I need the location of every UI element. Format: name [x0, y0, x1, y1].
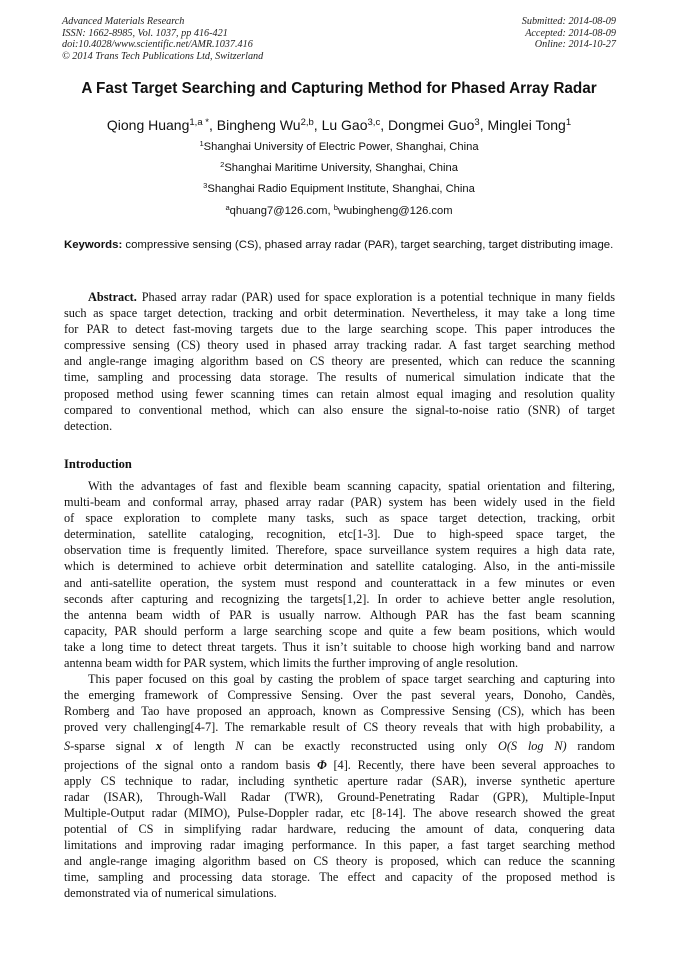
- text-line: proved very challenging[4-7]. The remarkable result of CS theory reveals that with high probability, a: [64, 720, 615, 735]
- phi-symbol: Φ: [316, 757, 327, 772]
- abstract-label: Abstract.: [88, 290, 137, 304]
- submitted-date: Submitted: 2014-08-09: [521, 16, 616, 27]
- keywords: [64, 237, 615, 253]
- abstract: [64, 289, 615, 434]
- author: Lu Gao$^{3,c}$,: [321, 116, 388, 133]
- text-line: With the advantages of fast and flexible beam scanning capacity, spatial orientation and filtering,: [88, 479, 615, 493]
- author-emails: $^a$qhuang7@126.com, $^b$wubingheng@126.com: [225, 202, 453, 217]
- text-line: compared to conventional method, which can also ensure the signal-to-noise ratio (SNR) of target: [64, 402, 615, 417]
- text-line: observation time is frequently limited. Therefore, space surveillance system requires a high data rate,: [64, 543, 615, 558]
- email-link[interactable]: qhuang7@126.com,: [229, 204, 334, 217]
- text-line: limitations and improving radar imaging performance. In this paper, a fast target searching method: [64, 837, 615, 852]
- text-line: multi-beam and conformal array, phased array radar (PAR) system has been widely used in the field: [64, 495, 615, 510]
- text-line: the antenna beam width of PAR is usually narrow. Although PAR has the fast beam scanning: [64, 607, 615, 622]
- text-line: detection.: [64, 418, 113, 433]
- author-list: [0, 115, 678, 135]
- affiliations: [0, 138, 678, 223]
- text-line: demonstrated via of numerical simulations.: [64, 886, 277, 901]
- text-line: and angle-range imaging algorithm based on CS theory is proposed, which can reduce the scanning: [64, 854, 615, 869]
- affiliation: $^3$Shanghai Radio Equipment Institute, Shanghai, China: [203, 181, 475, 196]
- text-line: apply CS technique to radar, including synthetic aperture radar (SAR), inverse synthetic aperture: [64, 773, 615, 788]
- author: Minglei Tong$^1$: [487, 116, 572, 133]
- accepted-date: Accepted: 2014-08-09: [525, 27, 616, 39]
- text-line: Multiple-Output radar (MIMO), Pulse-Doppler radar, etc [8-14]. The above research showed the great: [64, 805, 615, 820]
- author: Bingheng Wu$^{2,b}$,: [216, 116, 322, 133]
- journal-name: Advanced Materials Research: [62, 16, 185, 27]
- author: Qiong Huang$^{1,a *}$,: [106, 116, 217, 133]
- section-heading-introduction: Introduction: [64, 457, 132, 471]
- text-line: compressive sensing (CS) theory used in phased array tracking radar. A fast target searching method: [64, 338, 615, 353]
- text-line: capacity, PAR should perform a large searching scope and quite a few beam positions, which would: [64, 623, 615, 638]
- text-line: and angle-range imaging algorithm based on CS theory are presented, which can reduce the scanning: [64, 354, 615, 369]
- text-line: of space exploration to complete many tasks, such as space target detection, tracking, orbit: [64, 511, 615, 526]
- text-line: seconds after capturing and recognizing the targets[1,2]. In order to achieve better angle resolution,: [64, 591, 615, 606]
- text-line: radar (ISAR), Through-Wall Radar (TWR), Ground-Penetrating Radar (GPR), Multiple-Input: [64, 789, 615, 804]
- complexity-formula: O(S log N): [497, 738, 567, 753]
- text-line: such as space target detection, tracking and orbit determination. Nevertheless, it may take a long time: [64, 306, 615, 321]
- text-line: time, sampling and processing data storage. The effect and capacity of the proposed method is: [64, 870, 615, 885]
- text-line: which is determined to achieve orbit determination and satellite cataloging. Also, in the anti-missile: [64, 559, 615, 574]
- text-line: Romberg and Tao have proposed an approach, known as Compressive Sensing (CS), which has been: [64, 704, 615, 719]
- copyright: © 2014 Trans Tech Publications Ltd, Switzerland: [62, 50, 264, 62]
- text-line: and anti-satellite operation, the system must respond and counterattack in a few minutes or even: [64, 575, 615, 590]
- intro-body: [64, 478, 615, 901]
- journal-header: [62, 16, 263, 62]
- affiliation: $^2$Shanghai Maritime University, Shanghai, China: [220, 160, 458, 175]
- online-date: Online: 2014-10-27: [534, 39, 616, 51]
- text-line: proposed method using fewer scanning times can retain almost equal imaging and resolution quality: [64, 386, 615, 401]
- text-line: antenna beam width for PAR system, which limits the further improving of angle resolution.: [64, 656, 519, 671]
- text-line: determination, satellite cataloging, recognition, etc[1-3]. Due to high-speed space target, the: [64, 527, 615, 542]
- text-line: for PAR to detect fast-moving targets due to the large searching scope. This paper introduces the: [64, 322, 615, 337]
- paper-title: A Fast Target Searching and Capturing Method for Phased Array Radar: [81, 80, 597, 97]
- text-line: time, sampling and processing data storage. The results of numerical simulation indicate that the: [64, 370, 615, 385]
- text-line: Abstract. Phased array radar (PAR) used for space exploration is a potential technique in many fields: [88, 290, 615, 304]
- dates-header: [522, 16, 616, 51]
- text-line: projections of the signal onto a random basis Φ [4]. Recently, there have been several approaches to: [64, 757, 615, 772]
- doi: doi:10.4028/www.scientific.net/AMR.1037.416: [62, 39, 253, 51]
- text-line: potential of CS in simplifying radar hardware, reducing the amount of data, conquering data: [64, 821, 615, 836]
- text-line-formula: S-sparse signal x of length N can be exactly reconstructed using only O(S log N) random: [64, 738, 615, 753]
- keywords-label: Keywords:: [64, 239, 123, 251]
- text-line: take a long time to detect threat targets. Thus it isn’t suitable to choose high working band and narrow: [64, 639, 615, 654]
- email-link[interactable]: wubingheng@126.com: [337, 204, 453, 217]
- affiliation: $^1$Shanghai University of Electric Power, Shanghai, China: [199, 138, 479, 153]
- text-line: This paper focused on this goal by casting the problem of space target searching and capturing into: [88, 672, 615, 687]
- keywords-text: compressive sensing (CS), phased array radar (PAR), target searching, target distributing image.: [125, 239, 614, 251]
- text-line: the emerging framework of Compressive Sensing. Over the past several years, Donoho, Candès,: [64, 688, 615, 703]
- issn: ISSN: 1662-8985, Vol. 1037, pp 416-421: [62, 27, 228, 39]
- author: Dongmei Guo$^3$,: [388, 116, 488, 133]
